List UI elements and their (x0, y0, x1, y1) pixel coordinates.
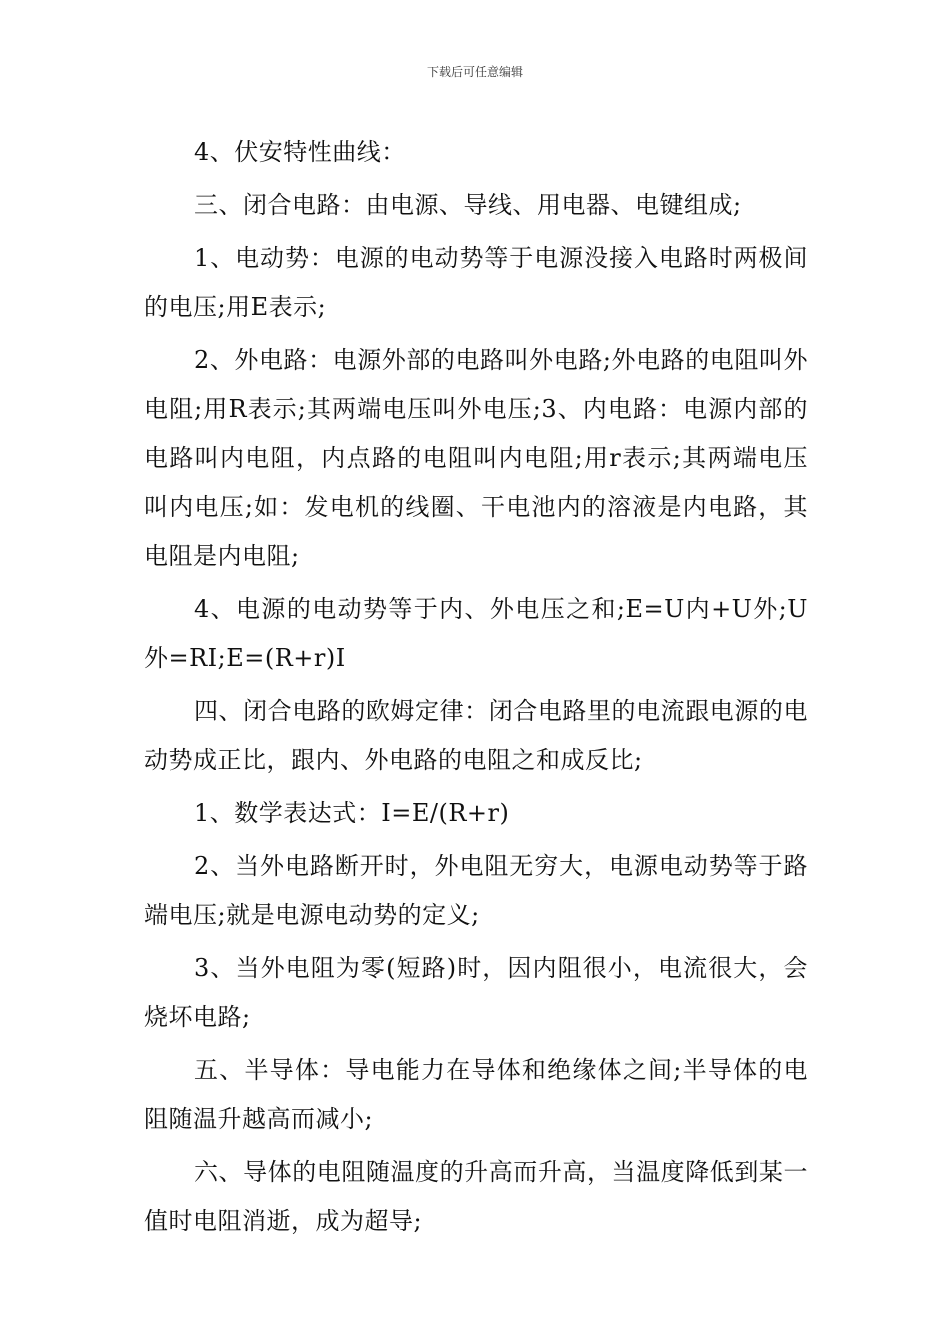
paragraph-emf-sum: 4、电源的电动势等于内、外电压之和;E=U内+U外;U外=RI;E=(R+r)I (144, 595, 808, 672)
paragraph-external-internal-circuit: 2、外电路：电源外部的电路叫外电路;外电路的电阻叫外电阻;用R表示;其两端电压叫外电压;3、内电路：电源内部的电路叫内电阻，内点路的电阻叫内电阻;用r表示;其两端电压叫内电压;如：发电机的线圈、干电池内的溶液是内电路，其电阻是内电阻; (144, 346, 808, 570)
page-header: 下载后可任意编辑 (426, 65, 523, 79)
paragraph-formula: 1、数学表达式：I=E/(R+r) (194, 799, 510, 827)
paragraph-semiconductor: 五、半导体：导电能力在导体和绝缘体之间;半导体的电阻随温升越高而减小; (144, 1056, 808, 1133)
paragraph-superconductor: 六、导体的电阻随温度的升高而升高，当温度降低到某一值时电阻消逝，成为超导; (144, 1158, 808, 1235)
document-body (144, 128, 808, 1250)
paragraph-emf: 1、电动势：电源的电动势等于电源没接入电路时两极间的电压;用E表示; (144, 244, 808, 321)
paragraph-closed-circuit: 三、闭合电路：由电源、导线、用电器、电键组成; (194, 191, 742, 219)
paragraph-short-circuit: 3、当外电阻为零(短路)时，因内阻很小，电流很大，会烧坏电路; (144, 954, 808, 1031)
paragraph-volt-ampere-curve: 4、伏安特性曲线： (194, 138, 406, 166)
paragraph-open-circuit: 2、当外电路断开时，外电阻无穷大，电源电动势等于路端电压;就是电源电动势的定义; (144, 852, 808, 929)
paragraph-ohms-law: 四、闭合电路的欧姆定律：闭合电路里的电流跟电源的电动势成正比，跟内、外电路的电阻之和成反比; (144, 697, 808, 774)
